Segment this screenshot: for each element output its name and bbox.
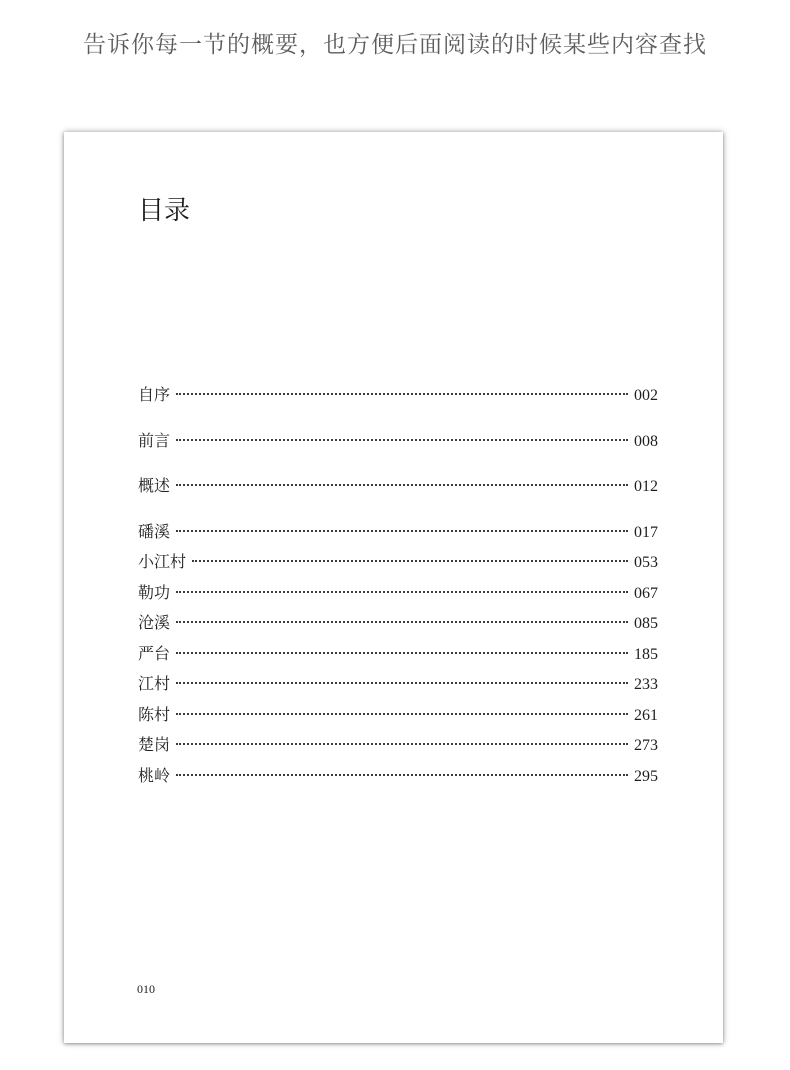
dot-leader bbox=[192, 560, 628, 562]
toc-entry-chapter[interactable] bbox=[138, 547, 658, 578]
toc-entry-label: 前言 bbox=[138, 430, 171, 450]
toc-entry-page: 067 bbox=[634, 584, 658, 602]
dot-leader bbox=[176, 774, 628, 776]
toc-entry-chapter[interactable] bbox=[138, 608, 658, 639]
toc-entry-page: 295 bbox=[634, 767, 658, 785]
toc-entry-label: 陈村 bbox=[138, 704, 171, 724]
toc-entry-overview[interactable] bbox=[138, 471, 658, 517]
toc-entry-chapter[interactable] bbox=[138, 639, 658, 670]
toc-entry-page: 185 bbox=[634, 645, 658, 663]
toc-entry-page: 233 bbox=[634, 676, 658, 693]
dot-leader bbox=[176, 530, 628, 532]
dot-leader bbox=[176, 652, 628, 654]
dot-leader bbox=[176, 591, 628, 593]
toc-entry-preface[interactable] bbox=[138, 380, 658, 426]
toc-entry-chapter[interactable] bbox=[138, 761, 658, 792]
dot-leader bbox=[176, 393, 628, 395]
toc-entry-label: 江村 bbox=[138, 674, 171, 693]
toc-entry-chapter[interactable] bbox=[138, 517, 658, 548]
toc-entry-label: 小江村 bbox=[138, 552, 187, 571]
toc-list bbox=[138, 380, 658, 791]
dot-leader bbox=[176, 484, 628, 486]
dot-leader bbox=[176, 682, 628, 684]
dot-leader bbox=[176, 743, 628, 745]
toc-entry-chapter[interactable] bbox=[138, 730, 658, 761]
toc-entry-label: 严台 bbox=[138, 643, 171, 663]
toc-entry-page: 053 bbox=[634, 554, 658, 571]
toc-entry-label: 楚岗 bbox=[138, 735, 171, 754]
toc-entry-page: 008 bbox=[634, 432, 658, 450]
toc-entry-chapter[interactable] bbox=[138, 700, 658, 731]
page-number: 010 bbox=[137, 982, 155, 996]
toc-entry-label: 沧溪 bbox=[138, 613, 171, 632]
toc-entry-foreword[interactable] bbox=[138, 426, 658, 472]
dot-leader bbox=[176, 439, 628, 441]
toc-entry-chapter[interactable] bbox=[138, 669, 658, 700]
caption-text: 告诉你每一节的概要，也方便后面阅读的时候某些内容查找 bbox=[83, 32, 707, 58]
toc-entry-page: 012 bbox=[634, 478, 658, 495]
toc-entry-label: 勒功 bbox=[138, 582, 171, 602]
toc-entry-label: 磻溪 bbox=[138, 521, 171, 541]
toc-entry-page: 273 bbox=[634, 737, 658, 754]
toc-entry-label: 桃岭 bbox=[138, 765, 171, 785]
toc-entry-page: 017 bbox=[634, 523, 658, 541]
toc-entry-label: 概述 bbox=[138, 476, 171, 495]
toc-title: 目录 bbox=[138, 196, 191, 226]
toc-entry-chapter[interactable] bbox=[138, 578, 658, 609]
toc-entry-page: 085 bbox=[634, 615, 658, 632]
toc-entry-page: 261 bbox=[634, 706, 658, 724]
toc-entry-page: 002 bbox=[634, 387, 658, 404]
dot-leader bbox=[176, 713, 628, 715]
toc-entry-label: 自序 bbox=[138, 385, 171, 404]
book-page bbox=[64, 132, 723, 1043]
dot-leader bbox=[176, 621, 628, 623]
